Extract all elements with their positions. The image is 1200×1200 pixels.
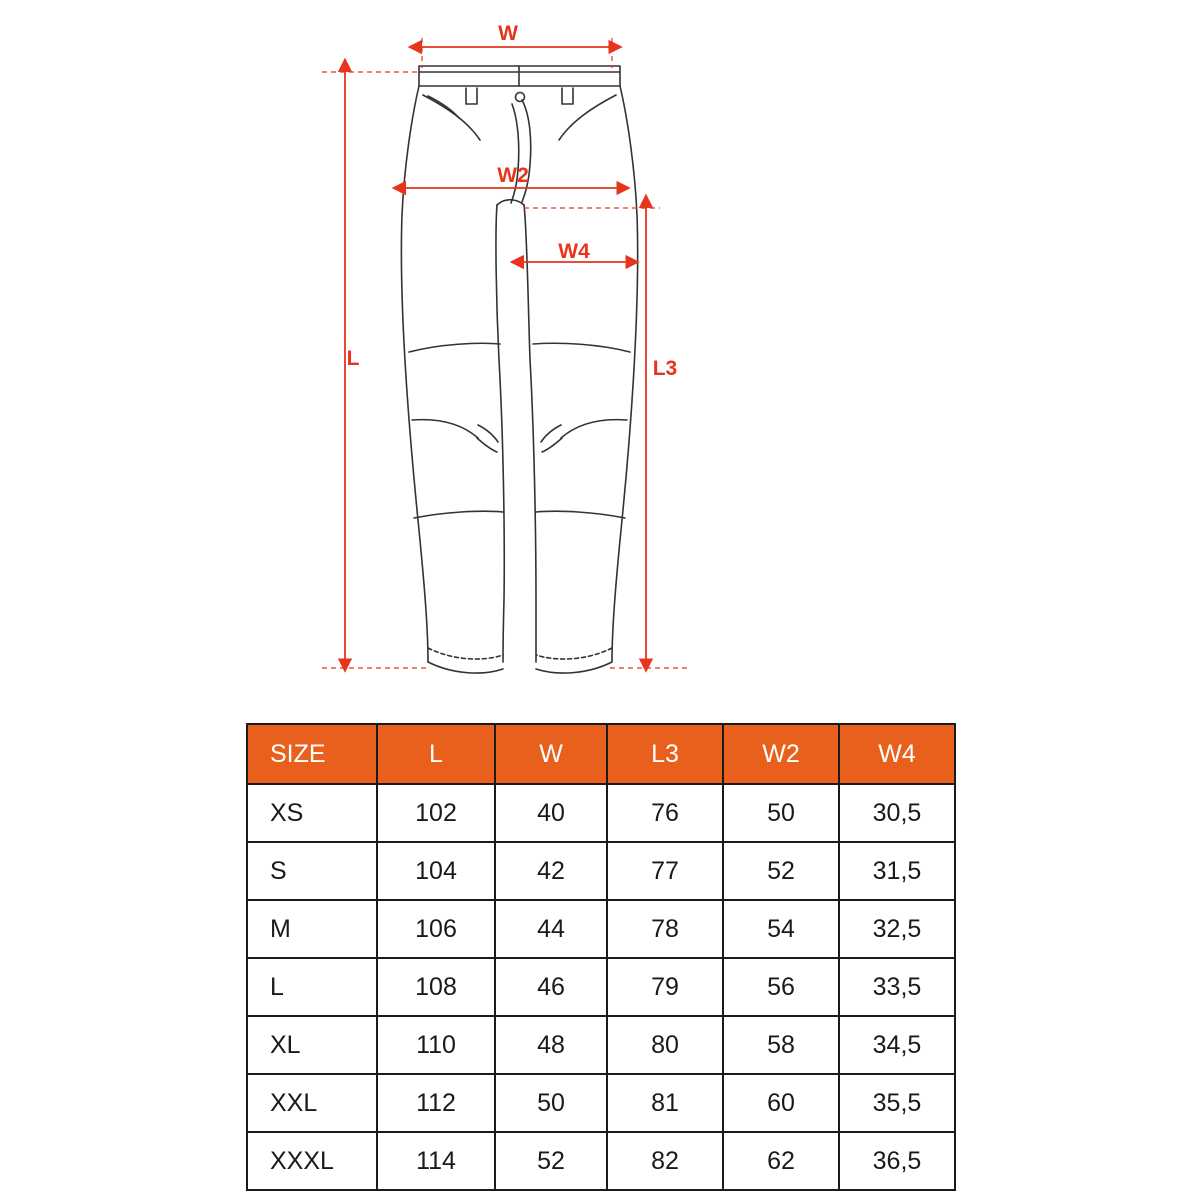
cell-w2: 52 [723, 842, 839, 900]
cell-l3: 78 [607, 900, 723, 958]
cell-size: M [247, 900, 377, 958]
dimension-label-w4: W4 [558, 240, 590, 263]
table-row [247, 784, 955, 842]
cell-w4: 36,5 [839, 1132, 955, 1190]
cell-w: 50 [495, 1074, 607, 1132]
cell-size: L [247, 958, 377, 1016]
cell-w2: 56 [723, 958, 839, 1016]
table-header-row [247, 724, 955, 784]
cell-size: XXXL [247, 1132, 377, 1190]
cell-l3: 82 [607, 1132, 723, 1190]
column-header-w: W [495, 724, 607, 784]
table-row [247, 958, 955, 1016]
cell-l: 102 [377, 784, 495, 842]
dimension-label-l: L [346, 347, 360, 370]
cell-size: XXL [247, 1074, 377, 1132]
table-row [247, 1074, 955, 1132]
cell-w: 46 [495, 958, 607, 1016]
dimension-label-l3: L3 [652, 357, 678, 380]
cell-w2: 60 [723, 1074, 839, 1132]
cell-w4: 35,5 [839, 1074, 955, 1132]
cell-l: 110 [377, 1016, 495, 1074]
table-row [247, 900, 955, 958]
cell-w4: 32,5 [839, 900, 955, 958]
cell-l: 108 [377, 958, 495, 1016]
cell-size: XS [247, 784, 377, 842]
pants-outline [401, 66, 637, 673]
cell-l3: 80 [607, 1016, 723, 1074]
cell-w2: 58 [723, 1016, 839, 1074]
column-header-w4: W4 [839, 724, 955, 784]
cell-w4: 33,5 [839, 958, 955, 1016]
dimension-label-w: W [498, 22, 518, 45]
cell-w: 42 [495, 842, 607, 900]
size-chart-table [246, 723, 954, 1191]
cell-size: XL [247, 1016, 377, 1074]
cell-l: 106 [377, 900, 495, 958]
cell-w4: 34,5 [839, 1016, 955, 1074]
dimension-label-w2: W2 [497, 164, 529, 187]
cell-size: S [247, 842, 377, 900]
cell-l: 104 [377, 842, 495, 900]
cell-l3: 77 [607, 842, 723, 900]
cell-l3: 76 [607, 784, 723, 842]
cell-w: 40 [495, 784, 607, 842]
column-header-w2: W2 [723, 724, 839, 784]
cell-w4: 30,5 [839, 784, 955, 842]
cell-l: 112 [377, 1074, 495, 1132]
cell-w4: 31,5 [839, 842, 955, 900]
cell-w: 52 [495, 1132, 607, 1190]
cell-w2: 62 [723, 1132, 839, 1190]
cell-l3: 81 [607, 1074, 723, 1132]
cell-l3: 79 [607, 958, 723, 1016]
cell-l: 114 [377, 1132, 495, 1190]
cell-w2: 50 [723, 784, 839, 842]
table-row [247, 1016, 955, 1074]
column-header-l: L [377, 724, 495, 784]
column-header-l3: L3 [607, 724, 723, 784]
cell-w2: 54 [723, 900, 839, 958]
cell-w: 44 [495, 900, 607, 958]
table-row [247, 1132, 955, 1190]
cell-w: 48 [495, 1016, 607, 1074]
column-header-size: SIZE [247, 724, 377, 784]
table-row [247, 842, 955, 900]
